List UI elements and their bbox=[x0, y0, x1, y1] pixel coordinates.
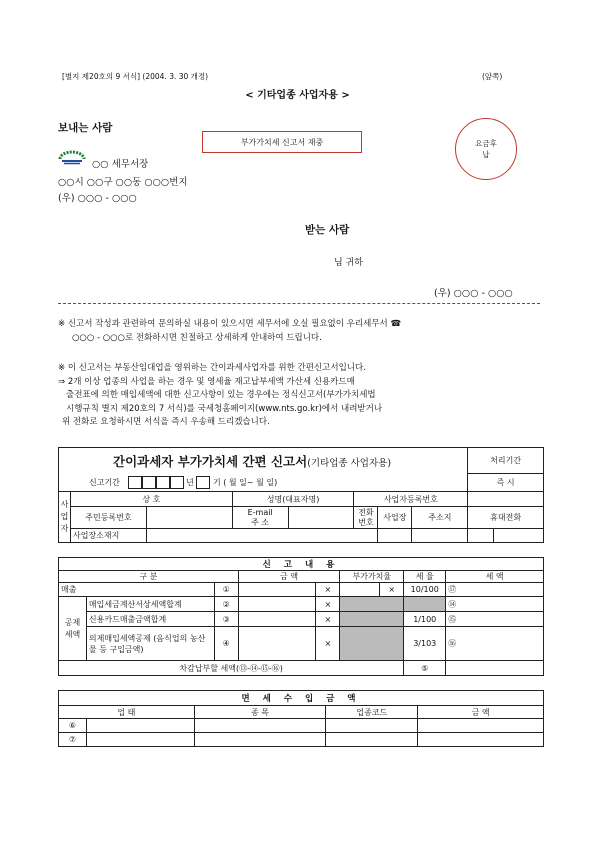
nts-logo-icon bbox=[58, 150, 86, 166]
sales-label: 매출 bbox=[59, 583, 215, 597]
deduct-row-1-mult: × bbox=[316, 597, 340, 612]
exempt-row-2-num: ⑦ bbox=[59, 733, 87, 747]
receiver-name: 님 귀하 bbox=[334, 258, 363, 268]
year-box-2[interactable] bbox=[142, 476, 156, 489]
deduct-row-1-num: ② bbox=[214, 597, 238, 612]
sender-office: ○○ 세무서장 bbox=[92, 159, 149, 170]
deduct-row-2-rate: 1/100 bbox=[404, 612, 446, 627]
note-2 bbox=[58, 362, 382, 430]
sales-num: ① bbox=[214, 583, 238, 597]
stamp-line2: 납 bbox=[482, 150, 490, 159]
exempt-row-1-code[interactable] bbox=[326, 719, 418, 733]
deduct-row-1-amount[interactable] bbox=[238, 597, 316, 612]
email-text: E-mail bbox=[247, 507, 273, 517]
exempt-col-business: 업 태 bbox=[59, 706, 195, 719]
sender-zip: (우) ○○○ - ○○○ bbox=[58, 193, 137, 204]
report-title: 신 고 내 용 bbox=[59, 558, 544, 571]
form-title-sub: (기타업종 사업자용) bbox=[307, 457, 392, 469]
deduct-row-1-label: 매입세금계산서상세액합계 bbox=[86, 597, 214, 612]
page-side-label: (앞쪽) bbox=[482, 72, 503, 81]
exempt-table bbox=[58, 690, 544, 747]
note-1 bbox=[58, 318, 401, 345]
biz-reg-blank[interactable] bbox=[468, 492, 544, 507]
note-2-line-2: ⇒ 2개 이상 업종의 사업을 하는 경우 및 영세율 재고납부세액 가산세 신용카드매 bbox=[58, 376, 355, 387]
exempt-row-2-amount[interactable] bbox=[418, 733, 544, 747]
term-box[interactable] bbox=[196, 476, 210, 489]
deduct-row-3-shaded bbox=[340, 627, 404, 661]
biz-location-field[interactable] bbox=[146, 529, 378, 543]
year-box-1[interactable] bbox=[128, 476, 142, 489]
net-tax-label: 차감납부할 세액(⑬-⑭-⑮-⑯) bbox=[59, 661, 404, 676]
col-tax: 세 액 bbox=[446, 571, 544, 583]
resubmit-box: 부가가치세 신고서 재중 bbox=[202, 131, 362, 153]
sales-tax-num: ⑰ bbox=[446, 583, 544, 597]
note-2-line-1: ※ 이 신고서는 부동산임대업을 영위하는 간이과세사업자를 위한 간편신고서입니다. bbox=[58, 363, 366, 373]
sales-mult: × bbox=[316, 583, 340, 597]
phone-biz-label: 사업장 bbox=[378, 507, 412, 529]
form-title-main: 간이과세자 부가가치세 간편 신고서 bbox=[113, 453, 308, 469]
note-2-line-4: 시행규칙 별지 제20호의 7 서식)를 국세청홈페이지(www.nts.go.kr)에서 내려받거나 bbox=[66, 403, 383, 414]
year-box-3[interactable] bbox=[156, 476, 170, 489]
deduct-label: 공제세액 bbox=[59, 597, 87, 661]
receiver-label: 받는 사람 bbox=[305, 224, 350, 236]
email-addr-text: 주 소 bbox=[251, 517, 270, 527]
note-2-line-3: 출전표에 의한 매입세액에 대한 신고사항이 있는 경우에는 정식신고서(부가가치세법 bbox=[66, 390, 376, 400]
phone-home-label: 주소지 bbox=[412, 507, 468, 529]
deduct-row-1-rate bbox=[404, 597, 446, 612]
sales-tax-rate: 10/100 bbox=[404, 583, 446, 597]
exempt-row-2-business[interactable] bbox=[86, 733, 194, 747]
report-table bbox=[58, 557, 544, 676]
deduct-row-2-tax-num: ⑮ bbox=[446, 612, 544, 627]
col-div: 구 분 bbox=[59, 571, 239, 583]
exempt-row-1-amount[interactable] bbox=[418, 719, 544, 733]
phone-blank-4[interactable] bbox=[494, 529, 544, 543]
resident-no-field[interactable] bbox=[146, 507, 232, 529]
form-subtitle: < 기타업종 사업자용 > bbox=[245, 90, 350, 101]
exempt-col-code: 업종코드 bbox=[326, 706, 418, 719]
email-field[interactable] bbox=[288, 507, 354, 529]
sales-mult-2: × bbox=[380, 583, 404, 597]
business-label: 사업자 bbox=[59, 492, 71, 543]
exempt-row-1-business[interactable] bbox=[86, 719, 194, 733]
deduct-row-1-tax-num: ⑭ bbox=[446, 597, 544, 612]
deduct-row-3-tax-num: ⑯ bbox=[446, 627, 544, 661]
period-year: 년 bbox=[186, 477, 194, 487]
processing-value: 즉 시 bbox=[468, 474, 544, 492]
period-label: 신고기간 bbox=[89, 477, 120, 487]
deduct-row-3-rate: 3/103 bbox=[404, 627, 446, 661]
email-label bbox=[232, 507, 288, 529]
return-form-table bbox=[58, 447, 544, 543]
net-tax-amount[interactable] bbox=[446, 661, 544, 676]
phone-blank-3[interactable] bbox=[468, 529, 494, 543]
sales-vat-rate[interactable] bbox=[340, 583, 380, 597]
sender-address: ○○시 ○○구 ○○동 ○○○번지 bbox=[58, 177, 188, 188]
year-box-4[interactable] bbox=[170, 476, 184, 489]
exempt-title: 면 세 수 입 금 액 bbox=[59, 691, 544, 706]
receiver-zip: (우) ○○○ - ○○○ bbox=[434, 288, 513, 299]
col-vat-rate: 부가가치율 bbox=[340, 571, 404, 583]
exempt-col-item: 종 목 bbox=[194, 706, 326, 719]
note-1-line-1: ※ 신고서 작성과 관련하여 문의하실 내용이 있으시면 세무서에 오실 필요없이 우리세무서 ☎ bbox=[58, 319, 402, 329]
deduct-row-2-mult: × bbox=[316, 612, 340, 627]
biz-location-label: 사업장소재지 bbox=[70, 529, 146, 543]
deduct-row-2-amount[interactable] bbox=[238, 612, 316, 627]
deduct-row-2-num: ③ bbox=[214, 612, 238, 627]
deduct-row-3-label: 의제매입세액공제 (음식업의 농산물 등 구입금액) bbox=[86, 627, 214, 661]
deduct-row-1-shaded bbox=[340, 597, 404, 612]
note-1-line-2: ○○○ - ○○○로 전화하시면 친절하고 상세하게 안내하여 드립니다. bbox=[72, 332, 322, 343]
col-amount: 금 액 bbox=[238, 571, 340, 583]
deduct-row-2-shaded bbox=[340, 612, 404, 627]
exempt-row-2-code[interactable] bbox=[326, 733, 418, 747]
sales-amount[interactable] bbox=[238, 583, 316, 597]
phone-mobile-label: 휴대전화 bbox=[468, 507, 544, 529]
resident-no-label: 주민등록번호 bbox=[70, 507, 146, 529]
postage-stamp bbox=[455, 118, 517, 180]
exempt-col-amount: 금 액 bbox=[418, 706, 544, 719]
phone-label: 전화번호 bbox=[354, 507, 378, 529]
col-tax-rate: 세 율 bbox=[404, 571, 446, 583]
net-tax-num: ⑤ bbox=[404, 661, 446, 676]
period-row bbox=[59, 474, 468, 492]
processing-label: 처리기간 bbox=[468, 448, 544, 474]
period-term: 기 ( 월 일~ 월 일) bbox=[212, 477, 278, 487]
sender-label: 보내는 사람 bbox=[58, 122, 113, 134]
cut-line bbox=[58, 303, 540, 304]
trade-name-label: 상 호 bbox=[70, 492, 232, 507]
deduct-row-3-amount[interactable] bbox=[238, 627, 316, 661]
exempt-row-1-num: ⑥ bbox=[59, 719, 87, 733]
phone-blank-1[interactable] bbox=[378, 529, 412, 543]
deduct-row-2-label: 신용카드매출금액합계 bbox=[86, 612, 214, 627]
exempt-row-2-item[interactable] bbox=[194, 733, 326, 747]
form-title bbox=[59, 448, 468, 474]
deduct-row-3-num: ④ bbox=[214, 627, 238, 661]
biz-reg-label: 사업자등록번호 bbox=[354, 492, 468, 507]
deduct-row-3-mult: × bbox=[316, 627, 340, 661]
exempt-row-1-item[interactable] bbox=[194, 719, 326, 733]
rep-name-label: 성명(대표자명) bbox=[232, 492, 354, 507]
note-2-line-5: 위 전화로 요청하시면 서식을 즉시 우송해 드리겠습니다. bbox=[62, 417, 270, 427]
form-number: [별지 제20호의 9 서식] (2004. 3. 30 개정) bbox=[62, 72, 209, 81]
stamp-line1: 요금후 bbox=[475, 139, 497, 148]
phone-blank-2[interactable] bbox=[412, 529, 468, 543]
